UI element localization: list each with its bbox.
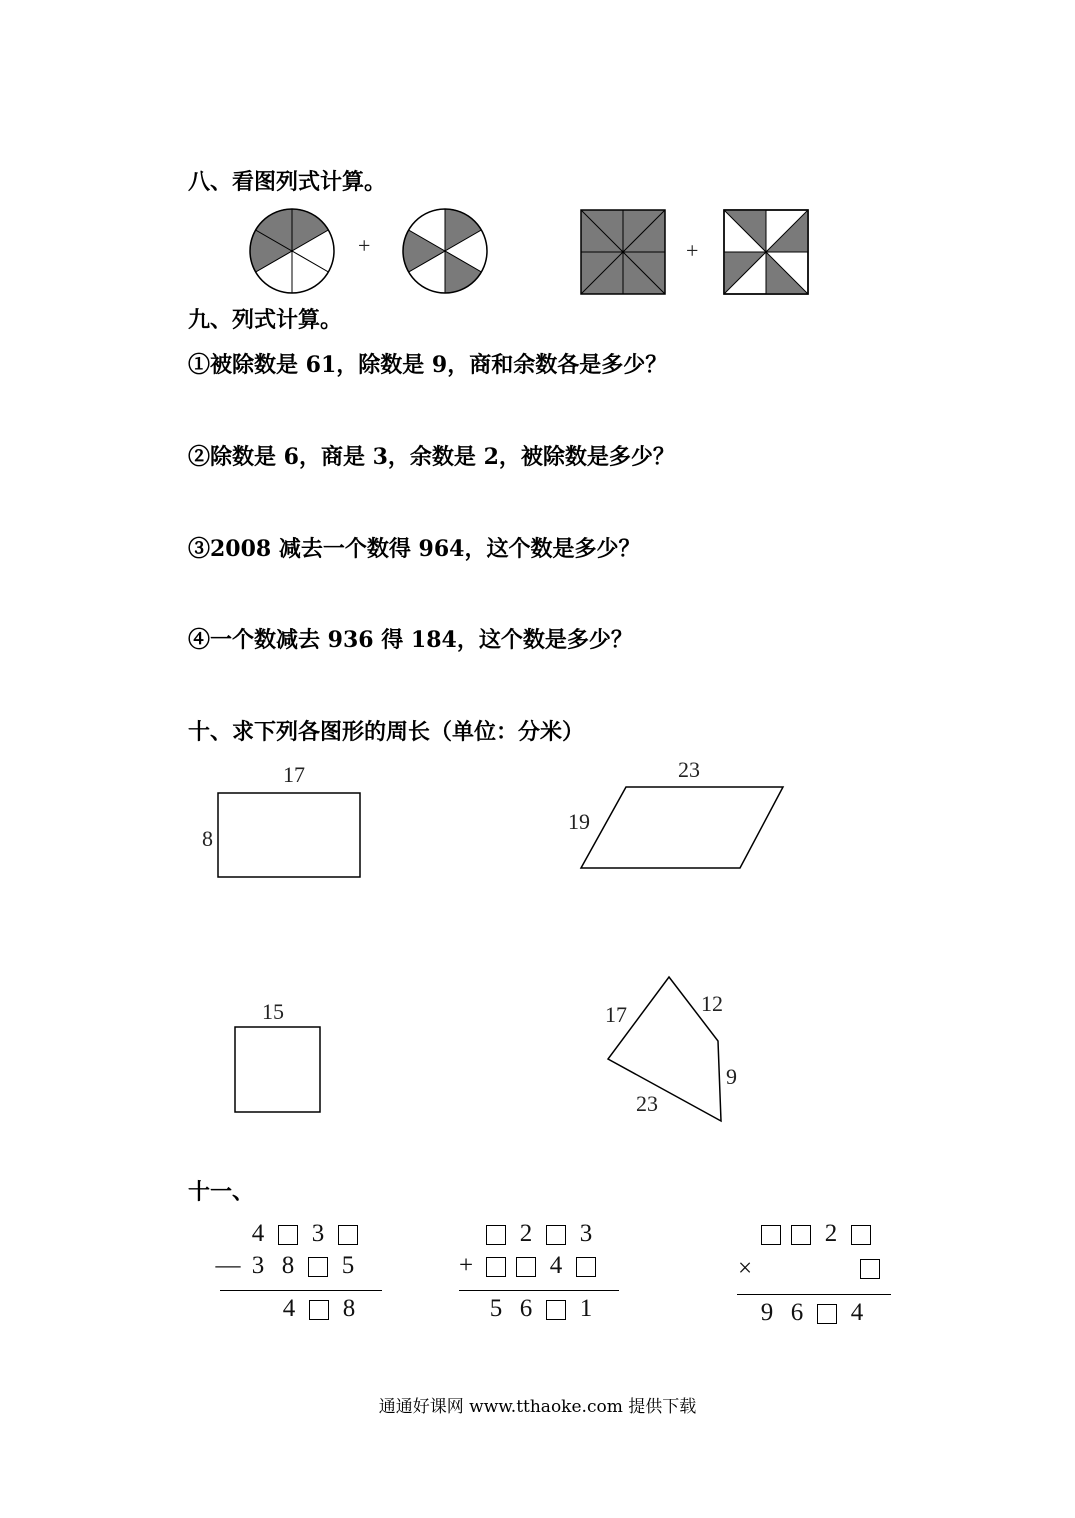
rectangle-figure	[217, 792, 362, 879]
mul-top-row	[756, 1220, 876, 1248]
parallelogram-side-length: 19	[568, 809, 590, 834]
fraction-circle-right	[401, 207, 489, 295]
add-top-digit-1[interactable]	[481, 1220, 511, 1248]
mul-mid-digits	[855, 1254, 885, 1282]
fraction-square-right	[723, 209, 809, 295]
add-result-digit-3[interactable]	[541, 1295, 571, 1323]
add-top-row	[481, 1220, 601, 1248]
sub-top-digit-4[interactable]	[333, 1220, 363, 1248]
add-mid-digit-2[interactable]	[511, 1252, 541, 1280]
fraction-square-left	[580, 209, 666, 295]
mul-result-digit-2: 6	[790, 1299, 804, 1326]
add-result-digit-2: 6	[519, 1295, 533, 1322]
blank-box[interactable]	[546, 1225, 566, 1245]
blank-box[interactable]	[486, 1257, 506, 1277]
sub-top-row	[243, 1220, 363, 1248]
sub-mid-digit-2: 8	[281, 1252, 295, 1279]
section-10-heading: 十、求下列各图形的周长（单位：分米）	[188, 719, 585, 745]
sub-mid-digit-3[interactable]	[303, 1252, 333, 1280]
add-result-digit-1: 5	[489, 1295, 503, 1322]
mul-top-digit-4[interactable]	[846, 1220, 876, 1248]
question-4: ④一个数减去 936 得 184，这个数是多少？	[188, 627, 633, 653]
blank-box[interactable]	[817, 1304, 837, 1324]
quadrilateral-right-length: 9	[726, 1064, 737, 1089]
blank-box[interactable]	[278, 1225, 298, 1245]
section-9-heading: 九、列式计算。	[188, 307, 343, 333]
sub-result-row	[274, 1295, 364, 1323]
mul-top-digit-2[interactable]	[786, 1220, 816, 1248]
add-result-digit-4: 1	[579, 1295, 593, 1322]
sub-result-line	[220, 1290, 382, 1291]
sub-mid-digit-1: 3	[251, 1252, 265, 1279]
blank-box[interactable]	[308, 1257, 328, 1277]
parallelogram-top-length: 23	[678, 757, 700, 782]
section-11-heading: 十一、	[188, 1179, 255, 1205]
sub-top-digit-1: 4	[251, 1220, 265, 1247]
sub-mid-row	[213, 1252, 363, 1280]
blank-box[interactable]	[791, 1225, 811, 1245]
add-mid-digit-1[interactable]	[481, 1252, 511, 1280]
add-top-digit-4: 3	[579, 1220, 593, 1247]
parallelogram-figure	[578, 785, 786, 871]
question-2: ②除数是 6，商是 3，余数是 2，被除数是多少？	[188, 444, 675, 470]
square-figure	[234, 1026, 322, 1114]
square-side-length: 15	[262, 999, 284, 1024]
rectangle-top-length: 17	[283, 762, 305, 787]
quadrilateral-left-length: 17	[605, 1002, 627, 1027]
plus-sign-circles: +	[358, 233, 371, 258]
add-result-line	[459, 1290, 619, 1291]
mul-top-digit-3: 2	[824, 1220, 838, 1247]
minus-sign: —	[215, 1252, 241, 1279]
blank-box[interactable]	[851, 1225, 871, 1245]
blank-box[interactable]	[309, 1300, 329, 1320]
mul-result-digit-1: 9	[760, 1299, 774, 1326]
mul-result-line	[737, 1294, 891, 1295]
add-top-digit-2: 2	[519, 1220, 533, 1247]
add-top-digit-3[interactable]	[541, 1220, 571, 1248]
plus-sign-squares: +	[686, 238, 699, 263]
blank-box[interactable]	[516, 1257, 536, 1277]
mul-top-digit-1[interactable]	[756, 1220, 786, 1248]
mul-mid-row	[730, 1255, 760, 1283]
blank-box[interactable]	[860, 1259, 880, 1279]
question-3: ③2008 减去一个数得 964，这个数是多少？	[188, 536, 641, 562]
mul-result-row	[752, 1299, 872, 1327]
footer-credit: 通通好课网 www.tthaoke.com 提供下载	[378, 1397, 697, 1417]
question-1: ①被除数是 61，除数是 9，商和余数各是多少？	[188, 352, 668, 378]
add-result-row	[481, 1295, 601, 1323]
mul-result-digit-3[interactable]	[812, 1299, 842, 1327]
blank-box[interactable]	[576, 1257, 596, 1277]
blank-box[interactable]	[761, 1225, 781, 1245]
blank-box[interactable]	[546, 1300, 566, 1320]
fraction-circle-left	[248, 207, 336, 295]
quadrilateral-bottom-length: 23	[636, 1091, 658, 1116]
section-8-heading: 八、看图列式计算。	[188, 169, 387, 195]
mul-mid-digit-1[interactable]	[855, 1254, 885, 1282]
rectangle-side-length: 8	[202, 826, 213, 851]
plus-sign: +	[458, 1252, 474, 1279]
sub-result-digit-2[interactable]	[304, 1295, 334, 1323]
add-mid-row	[451, 1252, 601, 1280]
sub-result-digit-3: 8	[342, 1295, 356, 1322]
times-sign: ×	[737, 1255, 753, 1282]
sub-top-digit-3: 3	[311, 1220, 325, 1247]
sub-mid-digit-4: 5	[341, 1252, 355, 1279]
add-mid-digit-4[interactable]	[571, 1252, 601, 1280]
blank-box[interactable]	[338, 1225, 358, 1245]
sub-top-digit-2[interactable]	[273, 1220, 303, 1248]
blank-box[interactable]	[486, 1225, 506, 1245]
mul-result-digit-4: 4	[850, 1299, 864, 1326]
add-mid-digit-3: 4	[549, 1252, 563, 1279]
sub-result-digit-1: 4	[282, 1295, 296, 1322]
quadrilateral-right-top-length: 12	[701, 991, 723, 1016]
